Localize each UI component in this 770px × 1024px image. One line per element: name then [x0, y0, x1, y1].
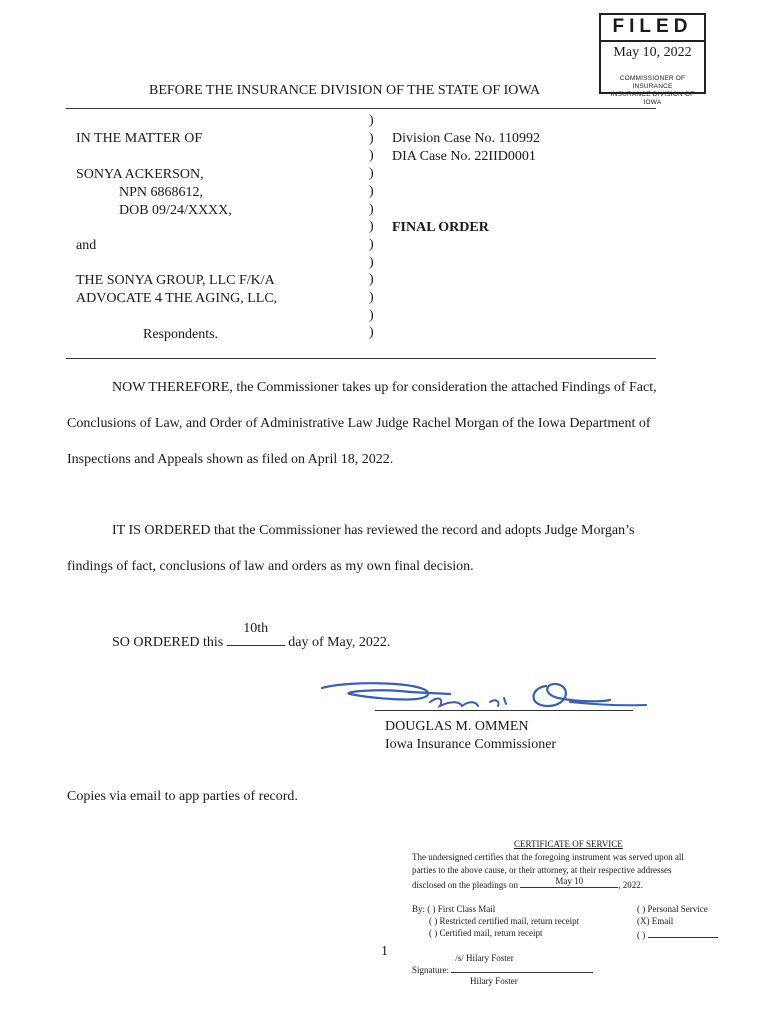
caption-parenthesis-column: ) ) ) ) ) ) ) ) ) ) ) ) )	[369, 113, 374, 341]
so-ordered-day-blank	[227, 621, 285, 646]
certificate-signature-blank	[451, 953, 593, 973]
respondent-npn: NPN 6868612,	[119, 185, 204, 200]
certificate-date-prefix: disclosed on the pleadings on	[412, 880, 518, 890]
respondent-dob: DOB 09/24/XXXX,	[119, 203, 232, 218]
certificate-title: CERTIFICATE OF SERVICE	[514, 839, 623, 849]
stamp-agency-line2: INSURANCE DIVISION OF IOWA	[610, 91, 695, 106]
respondent-name: SONYA ACKERSON,	[76, 167, 204, 182]
caption-top-rule	[66, 108, 656, 109]
filed-stamp	[599, 13, 706, 106]
service-other-blank	[648, 927, 718, 938]
so-ordered-prefix: SO ORDERED this	[112, 635, 224, 650]
respondents-label: Respondents.	[143, 327, 219, 342]
document-heading: BEFORE THE INSURANCE DIVISION OF THE STATE OF IOWA	[149, 83, 541, 98]
page-number: 1	[381, 944, 388, 959]
service-restricted: ( ) Restricted certified mail, return receipt	[429, 916, 580, 926]
stamp-filed-word: FILED	[612, 16, 693, 37]
service-personal: ( ) Personal Service	[637, 904, 708, 914]
certificate-line-2: parties to the above cause, or their attorney, at their respective addresses	[412, 865, 672, 875]
service-certified: ( ) Certified mail, return receipt	[429, 928, 543, 938]
certificate-date-suffix: , 2022.	[618, 880, 643, 890]
commissioner-signature	[310, 672, 655, 720]
service-other-label: ( )	[637, 930, 646, 940]
document-title: FINAL ORDER	[392, 220, 489, 235]
paragraph-2-line-2: findings of fact, conclusions of law and orders as my own final decision.	[67, 559, 474, 574]
signature-line	[375, 710, 633, 711]
so-ordered-suffix: day of May, 2022.	[288, 635, 391, 650]
certificate-date-blank	[520, 877, 618, 888]
caption-and: and	[76, 238, 97, 253]
stamp-divider	[601, 40, 704, 42]
stamp-agency	[603, 75, 702, 107]
service-email: (X) Email	[637, 916, 674, 926]
paragraph-1-line-2: Conclusions of Law, and Order of Administrative Law Judge Rachel Morgan of the Iowa Department of	[67, 416, 651, 431]
paragraph-1-line-3: Inspections and Appeals shown as filed on April 18, 2022.	[67, 452, 394, 467]
service-other	[637, 927, 718, 941]
dia-case-number: DIA Case No. 22IID0001	[392, 149, 536, 164]
so-ordered-day: 10th	[243, 621, 269, 636]
certificate-signer: Hilary Foster	[470, 976, 518, 986]
signer-title: Iowa Insurance Commissioner	[385, 737, 557, 752]
stamp-agency-line1: COMMISSIONER OF INSURANCE	[619, 75, 686, 90]
so-ordered-line	[112, 621, 391, 651]
caption-matter: IN THE MATTER OF	[76, 131, 203, 146]
stamp-date: May 10, 2022	[613, 45, 692, 60]
certificate-signature-label: Signature:	[412, 965, 449, 975]
paragraph-1-line-1: NOW THEREFORE, the Commissioner takes up for consideration the attached Findings of Fact,	[112, 380, 657, 395]
copies-note: Copies via email to app parties of record.	[67, 789, 298, 804]
certificate-line-1: The undersigned certifies that the foregoing instrument was served upon all	[412, 852, 684, 862]
signer-name: DOUGLAS M. OMMEN	[385, 719, 529, 734]
respondent-company-line2: ADVOCATE 4 THE AGING, LLC,	[76, 291, 278, 306]
certificate-signature-value: /s/ Hilary Foster	[455, 953, 514, 963]
certificate-line-3	[412, 877, 643, 891]
respondent-company-line1: THE SONYA GROUP, LLC F/K/A	[76, 273, 275, 288]
division-case-number: Division Case No. 110992	[392, 131, 541, 146]
paragraph-2-line-1: IT IS ORDERED that the Commissioner has reviewed the record and adopts Judge Morgan’s	[112, 523, 635, 538]
certificate-date: May 10	[555, 876, 584, 886]
service-first-class: By: ( ) First Class Mail	[412, 904, 496, 914]
caption-bottom-rule	[66, 358, 656, 359]
certificate-signature-row	[412, 953, 593, 976]
